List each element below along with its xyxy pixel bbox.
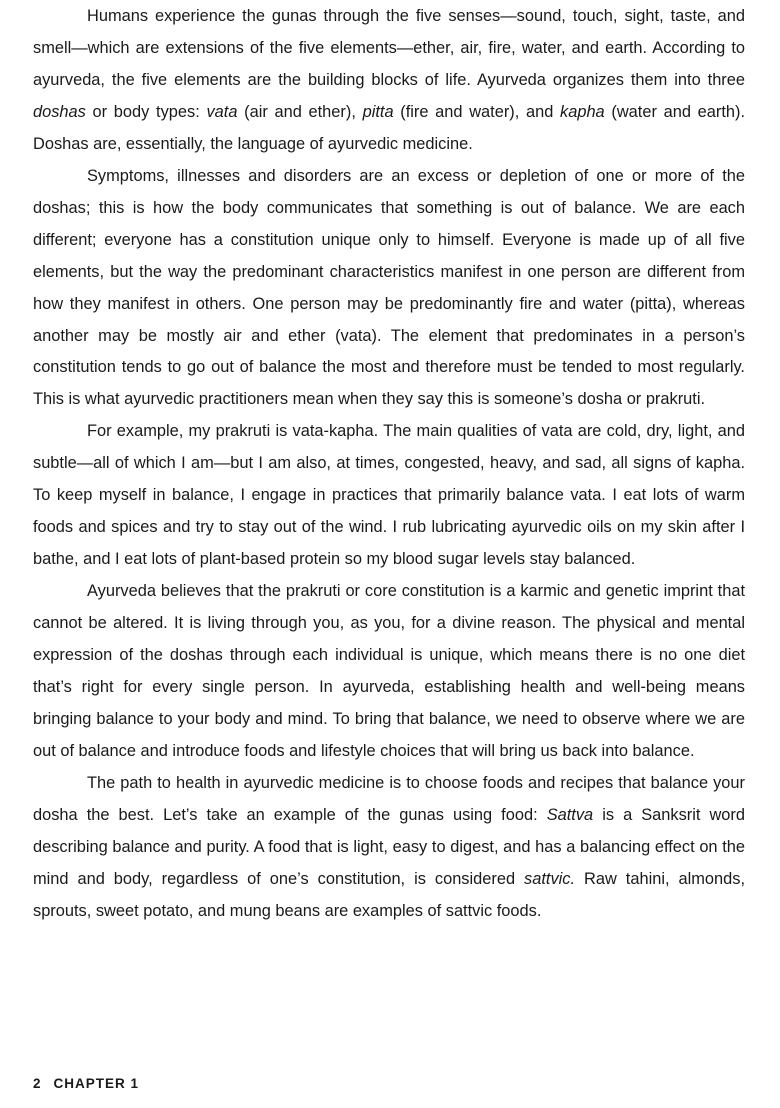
- text-run: For example, my prakruti is vata-kapha. The main qualities of vata are cold, dry, light, and subtle—all of which I am—but I am also, at times, congested, heavy, and sad, all signs of kapha. To keep myself in balance, I engage in practices that primarily balance vata. I eat lots of warm foods and spices and try to stay out of the wind. I rub lubricating ayurvedic oils on my skin after I bathe, and I eat lots of plant-based protein so my blood sugar levels stay balanced.: [33, 422, 745, 569]
- italic-term: kapha: [560, 102, 605, 121]
- text-run: (water and earth). Doshas are, essentially, the language of ayurvedic medicine.: [33, 102, 746, 153]
- page-number: 2: [33, 1076, 42, 1091]
- text-run: The path to health in ayurvedic medicine is to choose foods and recipes that balance your dosha the best. Let’s take an example of the gunas using food:: [33, 773, 745, 824]
- paragraph-4: [33, 576, 745, 768]
- text-run: is a Sanksrit word describing balance and purity. A food that is light, easy to digest, and has a balancing effect on the mind and body, regardless of one’s constitution, is considered: [33, 805, 745, 888]
- text-run: Humans experience the gunas through the five senses—sound, touch, sight, taste, and smell—which are extensions of the five elements—ether, air, fire, water, and earth. According to ayurveda, the five elements are the building blocks of life. Ayurveda organizes them into three: [33, 7, 745, 89]
- paragraph-2: [33, 161, 745, 417]
- text-run: Symptoms, illnesses and disorders are an excess or depletion of one or more of the doshas; this is how the body communicates that something is out of balance. We are each different; everyone has a constitution unique only to himself. Everyone is made up of all five elements, but the way the predominant characteristics manifest in one person are different from how they manifest in others. One person may be predominantly fire and water (pitta), whereas another may be mostly air and ether (vata). The element that predominates in a person’s constitution tends to go out of balance the most and therefore must be tended to most regularly. This is what ayurvedic practitioners mean when they say this is someone’s dosha or prakruti.: [33, 166, 745, 409]
- paragraph-5: [33, 768, 745, 928]
- text-run: (air and ether),: [237, 102, 363, 121]
- italic-term: sattvic.: [524, 869, 576, 888]
- paragraph-1: [33, 1, 745, 161]
- italic-term: pitta: [362, 102, 394, 121]
- chapter-label: CHAPTER 1: [53, 1076, 140, 1091]
- text-run: (fire and water), and: [393, 102, 561, 121]
- italic-term: vata: [206, 102, 238, 121]
- text-run: Raw tahini, almonds, sprouts, sweet potato, and mung beans are examples of sattvic foods.: [33, 869, 746, 920]
- text-run: or body types:: [85, 102, 207, 121]
- italic-term: Sattva: [546, 805, 594, 824]
- italic-term: doshas: [33, 102, 86, 121]
- page-footer: [33, 1076, 139, 1091]
- page-body: [33, 0, 745, 928]
- text-run: Ayurveda believes that the prakruti or core constitution is a karmic and genetic imprint that cannot be altered. It is living through you, as you, for a divine reason. The physical and mental expression of the doshas through each individual is unique, which means there is no one diet that’s right for every single person. In ayurveda, establishing health and well-being means bringing balance to your body and mind. To bring that balance, we need to observe where we are out of balance and introduce foods and lifestyle choices that will bring us back into balance.: [33, 582, 745, 760]
- paragraph-3: [33, 416, 745, 576]
